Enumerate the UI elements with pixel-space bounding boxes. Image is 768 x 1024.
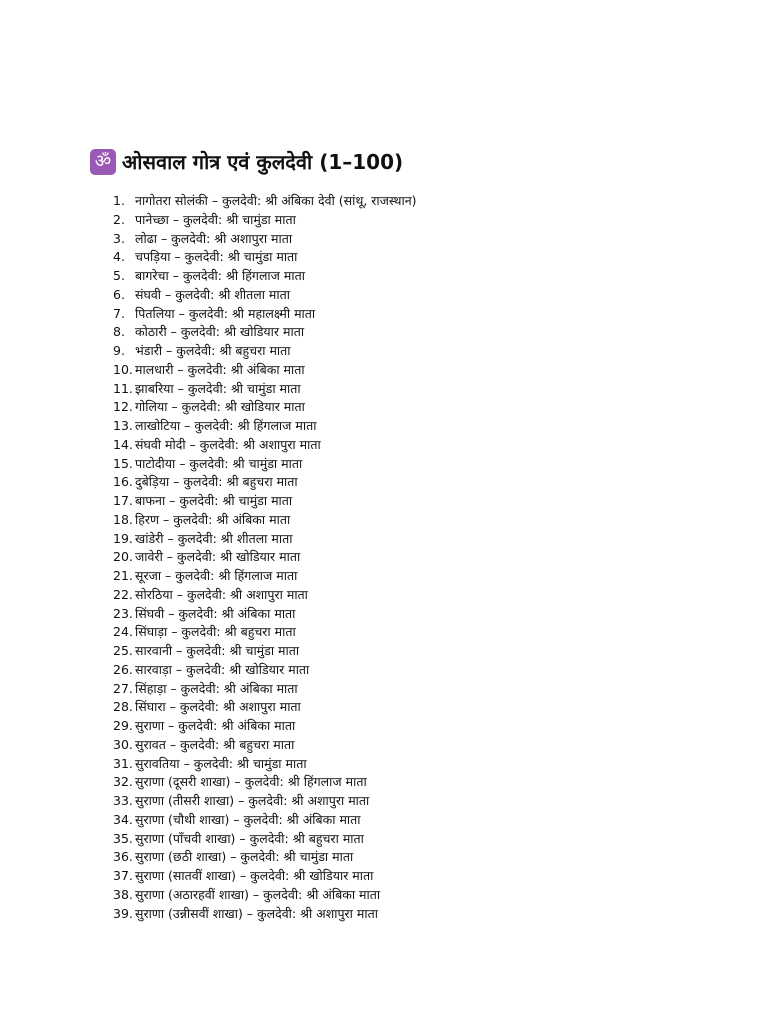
list-item-text: पितलिया – कुलदेवी: श्री महालक्ष्मी माता — [135, 305, 316, 321]
list-item — [113, 436, 417, 455]
list-item — [113, 305, 417, 324]
list-item — [113, 473, 417, 492]
list-item-text: सूरजा – कुलदेवी: श्री हिंगलाज माता — [135, 568, 298, 583]
list-item — [113, 792, 417, 811]
list-item-number: 27. — [113, 680, 133, 696]
list-item-number: 11. — [113, 380, 133, 396]
list-item — [113, 586, 417, 605]
list-item-number: 17. — [113, 493, 133, 508]
list-item-number: 10. — [113, 361, 133, 377]
list-item-text: सुराणा (अठारहवीं शाखा) – कुलदेवी: श्री अंबिका माता — [135, 886, 381, 902]
list-item — [113, 567, 417, 586]
list-item — [113, 417, 417, 436]
list-item — [113, 398, 417, 417]
list-item — [113, 717, 417, 736]
list-item-text: सिंघवी – कुलदेवी: श्री अंबिका माता — [135, 605, 296, 621]
list-item-number: 3. — [113, 230, 125, 246]
list-item-text: सुराणा (छठी शाखा) – कुलदेवी: श्री चामुंडा माता — [135, 849, 354, 865]
list-item-text: कोठारी – कुलदेवी: श्री खोडियार माता — [135, 324, 305, 340]
list-item-number: 8. — [113, 324, 125, 340]
list-item-text: झाबरिया – कुलदेवी: श्री चामुंडा माता — [135, 380, 301, 396]
page-title: ओसवाल गोत्र एवं कुलदेवी (1–100) — [122, 150, 404, 174]
list-item-text: सुराणा (पाँचवी शाखा) – कुलदेवी: श्री बहुचरा माता — [135, 830, 364, 846]
list-item-text: भंडारी – कुलदेवी: श्री बहुचरा माता — [135, 343, 291, 358]
list-item — [113, 736, 417, 755]
list-item-number: 9. — [113, 343, 125, 358]
list-item-text: सुराणा (चौथी शाखा) – कुलदेवी: श्री अंबिका माता — [135, 811, 361, 827]
om-icon: ॐ — [90, 149, 116, 175]
list-item-text: जावेरी – कुलदेवी: श्री खोडियार माता — [135, 549, 301, 565]
list-item-number: 30. — [113, 736, 133, 752]
list-item-text: सुरावत – कुलदेवी: श्री बहुचरा माता — [135, 736, 295, 752]
list-item-text: संघवी – कुलदेवी: श्री शीतला माता — [135, 286, 290, 302]
list-item-number: 39. — [113, 905, 133, 921]
list-item-number: 24. — [113, 624, 133, 640]
list-item-number: 28. — [113, 699, 133, 715]
list-item-number: 35. — [113, 830, 133, 846]
list-item — [113, 848, 417, 867]
list-item-text: हिरण – कुलदेवी: श्री अंबिका माता — [135, 511, 291, 527]
list-item-number: 26. — [113, 661, 133, 677]
list-item-text: लाखोटिया – कुलदेवी: श्री हिंगलाज माता — [135, 418, 317, 433]
list-item-text: सारवानी – कुलदेवी: श्री चामुंडा माता — [135, 643, 300, 658]
list-item-number: 22. — [113, 586, 133, 602]
list-item-text: पाटोदीया – कुलदेवी: श्री चामुंडा माता — [135, 455, 303, 471]
list-item-number: 20. — [113, 549, 133, 565]
list-item-text: नागोतरा सोलंकी – कुलदेवी: श्री अंबिका देवी (सांथू, राजस्थान) — [135, 193, 417, 208]
list-item — [113, 511, 417, 530]
list-item — [113, 192, 417, 211]
list-item-number: 23. — [113, 605, 133, 621]
list-item-text: दुबेड़िया – कुलदेवी: श्री बहुचरा माता — [135, 474, 298, 490]
list-item-text: सुराणा – कुलदेवी: श्री अंबिका माता — [135, 718, 296, 733]
list-item-text: संघवी मोदी – कुलदेवी: श्री अशापुरा माता — [135, 436, 321, 452]
list-item-number: 15. — [113, 455, 133, 471]
list-item-number: 4. — [113, 249, 125, 265]
list-item-number: 33. — [113, 793, 133, 808]
list-item — [113, 623, 417, 642]
list-item-number: 1. — [113, 193, 125, 208]
list-item — [113, 530, 417, 549]
list-item — [113, 811, 417, 830]
list-item — [113, 605, 417, 624]
list-item-text: सुराणा (सातवीं शाखा) – कुलदेवी: श्री खोडियार माता — [135, 868, 374, 883]
list-item-text: सुराणा (उन्नीसवीं शाखा) – कुलदेवी: श्री अशापुरा माता — [135, 905, 378, 921]
list-item-text: बागरेचा – कुलदेवी: श्री हिंगलाज माता — [135, 268, 305, 283]
list-item-number: 2. — [113, 211, 125, 227]
list-item-text: सोरठिया – कुलदेवी: श्री अशापुरा माता — [135, 586, 308, 602]
list-item — [113, 248, 417, 267]
list-item-number: 6. — [113, 286, 125, 302]
list-item — [113, 323, 417, 342]
list-item — [113, 361, 417, 380]
list-item-text: सुराणा (दूसरी शाखा) – कुलदेवी: श्री हिंगलाज माता — [135, 774, 367, 790]
list-item — [113, 830, 417, 849]
list-item-text: गोलिया – कुलदेवी: श्री खोडियार माता — [135, 399, 305, 415]
list-item-text: सिंहाड़ा – कुलदेवी: श्री अंबिका माता — [135, 680, 298, 696]
list-item-text: बाफना – कुलदेवी: श्री चामुंडा माता — [135, 493, 293, 508]
list-item-text: सारवाड़ा – कुलदेवी: श्री खोडियार माता — [135, 661, 310, 677]
list-item-number: 38. — [113, 886, 133, 902]
list-item — [113, 492, 417, 511]
list-item-number: 14. — [113, 436, 133, 452]
list-item — [113, 211, 417, 230]
list-item — [113, 267, 417, 286]
list-item-number: 29. — [113, 718, 133, 733]
list-item — [113, 548, 417, 567]
list-item — [113, 286, 417, 305]
list-item-number: 25. — [113, 643, 133, 658]
list-item — [113, 698, 417, 717]
list-item-number: 16. — [113, 474, 133, 490]
list-item-text: सुरावतिया – कुलदेवी: श्री चामुंडा माता — [135, 755, 307, 771]
list-item-number: 31. — [113, 755, 133, 771]
list-item-number: 12. — [113, 399, 133, 415]
list-item-number: 21. — [113, 568, 133, 583]
list-item-text: मालधारी – कुलदेवी: श्री अंबिका माता — [135, 361, 305, 377]
list-item-number: 36. — [113, 849, 133, 865]
list-item-number: 34. — [113, 811, 133, 827]
list-item-text: लोढा – कुलदेवी: श्री अशापुरा माता — [135, 230, 293, 246]
list-item-number: 18. — [113, 511, 133, 527]
list-item-text: सिंघाड़ा – कुलदेवी: श्री बहुचरा माता — [135, 624, 296, 640]
list-item — [113, 642, 417, 661]
list-item — [113, 867, 417, 886]
list-item — [113, 680, 417, 699]
list-item — [113, 455, 417, 474]
gotra-list — [113, 192, 417, 923]
list-item-text: चपड़िया – कुलदेवी: श्री चामुंडा माता — [135, 249, 298, 265]
list-item — [113, 905, 417, 924]
list-item — [113, 755, 417, 774]
list-item — [113, 773, 417, 792]
list-item-number: 37. — [113, 868, 133, 883]
list-item — [113, 661, 417, 680]
list-item-text: खांडेरी – कुलदेवी: श्री शीतला माता — [135, 530, 293, 546]
list-item — [113, 886, 417, 905]
list-item-text: सिंघारा – कुलदेवी: श्री अशापुरा माता — [135, 699, 301, 715]
list-item — [113, 380, 417, 399]
list-item-number: 5. — [113, 268, 125, 283]
list-item-number: 19. — [113, 530, 133, 546]
list-item — [113, 230, 417, 249]
list-item-text: पानेच्छा – कुलदेवी: श्री चामुंडा माता — [135, 211, 296, 227]
list-item-number: 13. — [113, 418, 133, 433]
list-item-text: सुराणा (तीसरी शाखा) – कुलदेवी: श्री अशापुरा माता — [135, 793, 370, 808]
list-item-number: 32. — [113, 774, 133, 790]
list-item-number: 7. — [113, 305, 125, 321]
heading — [90, 148, 403, 175]
list-item — [113, 342, 417, 361]
